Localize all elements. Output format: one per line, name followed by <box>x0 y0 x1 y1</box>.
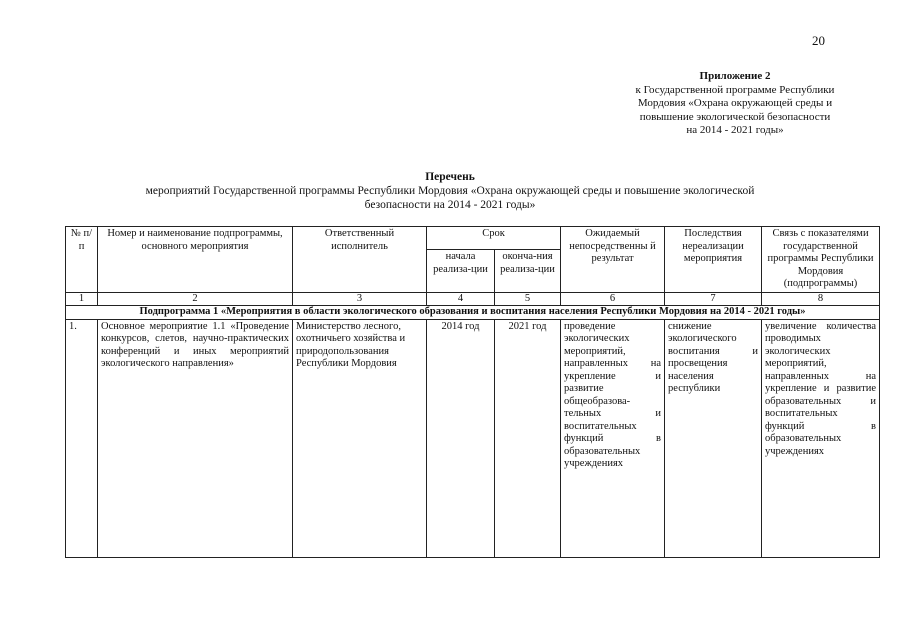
page-number: 20 <box>812 33 825 48</box>
appendix-line: на 2014 - 2021 годы» <box>686 124 784 136</box>
column-number: 3 <box>293 292 427 306</box>
header-responsible: Ответственный исполнитель <box>293 227 427 293</box>
column-number-row <box>66 292 880 306</box>
column-number: 2 <box>98 292 293 306</box>
column-number: 1 <box>66 292 98 306</box>
row-start: 2014 год <box>427 319 495 557</box>
appendix-line: повышение экологической безопасности <box>639 110 831 123</box>
table-row <box>66 319 880 557</box>
row-end: 2021 год <box>495 319 561 557</box>
header-link: Связь с показателями государственной программы Республики Мордовия (подпрограммы) <box>762 227 880 293</box>
appendix-title: Приложение 2 <box>699 70 771 82</box>
document-heading <box>100 170 800 212</box>
header-term-start: начала реализа-ции <box>427 250 495 292</box>
row-num: 1. <box>66 319 98 557</box>
header-expected: Ожидаемый непосредственны й результат <box>561 227 665 293</box>
row-name: Основное мероприятие 1.1 «Проведение конкурсов, слетов, научно-практических конференций и иных мероприятий экологического направления» <box>98 319 293 557</box>
appendix-block <box>600 70 870 138</box>
subprogram-title: Подпрограмма 1 «Мероприятия в области экологического образования и воспитания населения Республики Мордовия на 2014 - 2021 годы» <box>66 306 880 320</box>
heading-line: безопасности на 2014 - 2021 годы» <box>364 199 536 211</box>
header-row <box>66 227 880 250</box>
column-number: 5 <box>495 292 561 306</box>
row-responsible: Министерство лесного, охотничьего хозяйства и природопользования Республики Мордовия <box>293 319 427 557</box>
column-number: 6 <box>561 292 665 306</box>
measures-table <box>65 226 880 558</box>
header-term-end: оконча-ния реализа-ции <box>495 250 561 292</box>
header-consequences: Последствия нереализации мероприятия <box>665 227 762 293</box>
appendix-line: Мордовия «Охрана окружающей среды и <box>637 97 833 109</box>
row-consequences: снижение экологического воспитания и просвещения населения республики <box>665 319 762 557</box>
heading-title: Перечень <box>425 171 475 183</box>
column-number: 4 <box>427 292 495 306</box>
header-term: Срок <box>427 227 561 250</box>
subprogram-row <box>66 306 880 320</box>
row-expected: проведение экологических мероприятий, направленных на укрепление и развитие общеобразова-тельных и воспитательных функций в образовательных учреждениях <box>561 319 665 557</box>
appendix-line: к Государственной программе Республики <box>635 83 835 96</box>
heading-line: мероприятий Государственной программы Республики Мордовия «Охрана окружающей среды и повышение экологической <box>145 185 755 197</box>
column-number: 7 <box>665 292 762 306</box>
header-num: № п/п <box>66 227 98 293</box>
row-link: увеличение количества проводимых экологических мероприятий, направленных на укрепление и развитие образовательных и воспитательных функций в образовательных учреждениях <box>762 319 880 557</box>
column-number: 8 <box>762 292 880 306</box>
header-name: Номер и наименование подпрограммы, основного мероприятия <box>98 227 293 293</box>
